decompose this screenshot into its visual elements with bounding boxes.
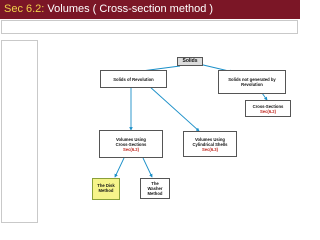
node-cross-sections-label: Cross-Sections (252, 103, 284, 109)
node-volumes-cylindrical-shells (183, 131, 237, 157)
arrow-volumes-cross-to-disk (115, 158, 124, 177)
section-label: Sec 6.2: (4, 3, 45, 15)
node-disk-method-label: The Disk Method (97, 183, 115, 193)
arrow-volumes-cross-to-washer (143, 158, 152, 177)
node-solids-of-revolution-label: Solids of Revolution (113, 76, 154, 82)
node-not-generated-label: Solids not generated by Revolution (228, 77, 276, 87)
node-volumes-shells-ref: Sec(6.3) (201, 146, 219, 152)
node-washer-method-label: The Washer Method (147, 181, 163, 196)
node-not-generated-by-revolution (218, 70, 286, 94)
node-volumes-shells-label: Volumes Using Cylindrical Shells (192, 136, 228, 147)
slide-title: Volumes ( Cross-section method ) (47, 3, 214, 15)
node-solids-of-revolution (100, 70, 167, 88)
node-solids-label: Solids (182, 58, 198, 64)
arrow-not-generated-to-cross-sections (262, 93, 267, 100)
arrow-revolution-to-volumes-shells (149, 86, 199, 131)
node-volumes-cross-sections (99, 130, 163, 158)
node-cross-sections-ref: Sec(6.2) (259, 108, 277, 114)
node-volumes-cross-ref: Sec(6.2) (122, 146, 140, 152)
node-volumes-cross-label: Volumes Using Cross-Sections (115, 136, 147, 147)
node-solids (177, 57, 203, 66)
node-cross-sections (245, 100, 291, 117)
node-washer-method (140, 178, 170, 199)
node-disk-method (92, 178, 120, 200)
